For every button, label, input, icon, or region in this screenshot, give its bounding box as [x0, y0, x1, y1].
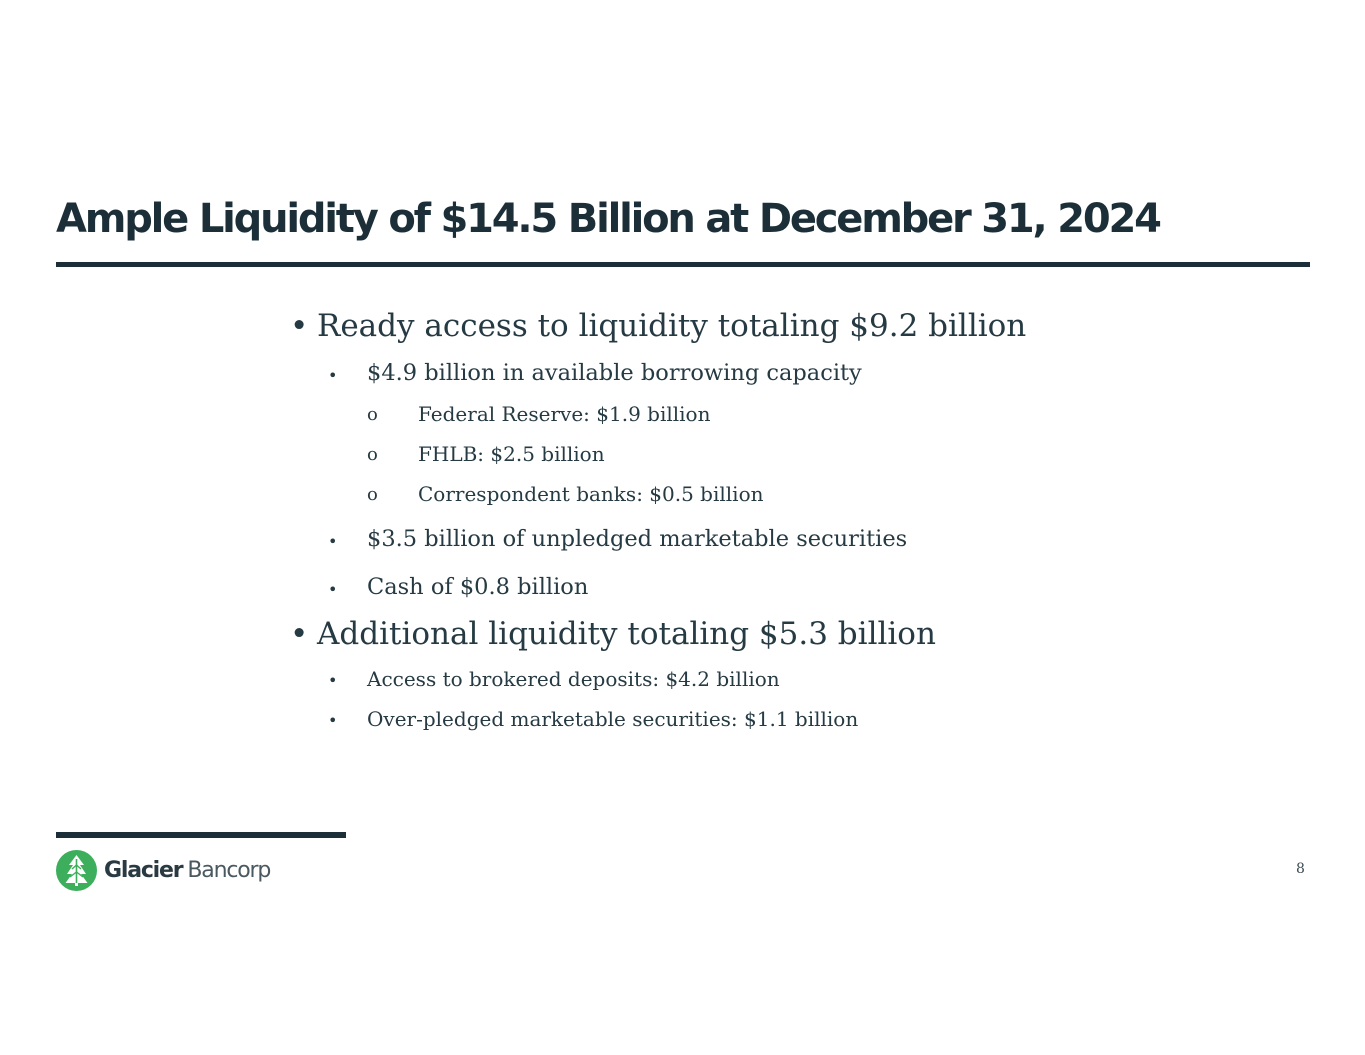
footer-divider — [56, 832, 346, 838]
bullet-marker: o — [367, 404, 378, 425]
bullet-text: Access to brokered deposits: $4.2 billion — [367, 667, 780, 691]
bullet-marker: • — [290, 308, 309, 344]
logo-name-light: Bancorp — [187, 857, 271, 883]
bullet-marker: o — [367, 444, 378, 465]
page-number: 8 — [1296, 861, 1305, 877]
bullet-marker: • — [328, 580, 338, 599]
bullet-text: Cash of $0.8 billion — [367, 574, 589, 600]
logo-name-strong: Glacier — [104, 857, 183, 883]
bullet-text: Additional liquidity totaling $5.3 billion — [317, 616, 936, 652]
bullet-marker: o — [367, 484, 378, 505]
bullet-marker: • — [328, 366, 338, 385]
bullet-text: Federal Reserve: $1.9 billion — [418, 402, 711, 426]
company-logo — [56, 849, 270, 891]
slide-title: Ample Liquidity of $14.5 Billion at December 31, 2024 — [56, 196, 1160, 242]
bullet-text: Over-pledged marketable securities: $1.1 billion — [367, 707, 859, 731]
bullet-marker: • — [328, 532, 338, 551]
bullet-marker: • — [290, 616, 309, 652]
bullet-text: $3.5 billion of unpledged marketable securities — [367, 526, 908, 552]
bullet-text: FHLB: $2.5 billion — [418, 442, 605, 466]
bullet-text: $4.9 billion in available borrowing capacity — [367, 360, 862, 386]
bullet-marker: • — [328, 671, 338, 690]
bullet-text: Correspondent banks: $0.5 billion — [418, 482, 764, 506]
bullet-text: Ready access to liquidity totaling $9.2 billion — [317, 308, 1027, 344]
pine-tree-icon — [56, 850, 97, 891]
bullet-marker: • — [328, 711, 338, 730]
